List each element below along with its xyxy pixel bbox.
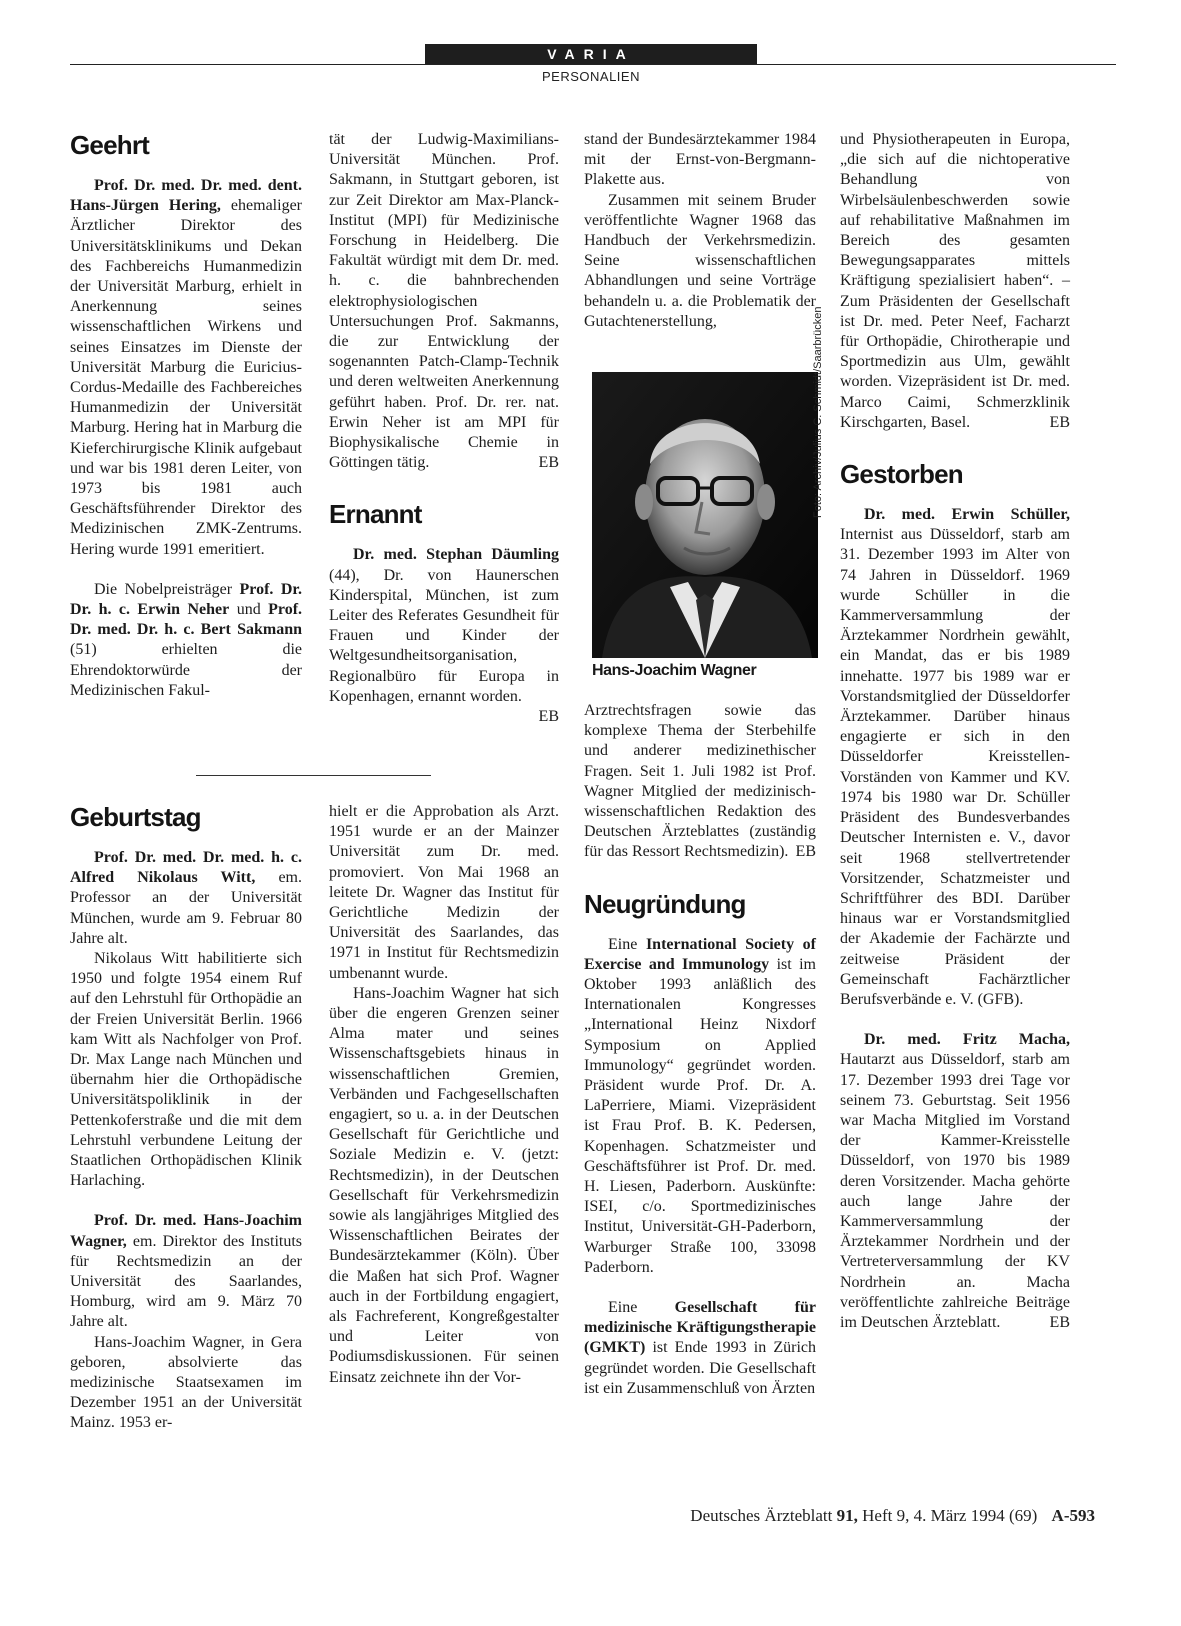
paragraph-text: Arztrechtsfragen sowie das komplexe Thema der Sterbehilfe und anderer medizinethischer Fragen. Seit 1. Juli 1982 ist Prof. Wagner Mitglied der medizinisch-wissenschaftlichen Redaktion des Deutschen Ärzteblattes (zuständig für das Ressort Rechtsmedizin). [584, 702, 816, 861]
paragraph [70, 176, 302, 560]
spacer [584, 863, 816, 889]
page-number: A-593 [1051, 1506, 1095, 1525]
paragraph-text: Die Nobelpreisträger [94, 580, 233, 598]
paragraph [70, 1211, 302, 1332]
photo-caption: Hans-Joachim Wagner [592, 662, 757, 679]
paragraph-text: ist Ende 1993 in Zürich gegründet worden. Die Gesellschaft ist ein Zusammenschluß von Ärzten [584, 1339, 817, 1397]
spacer [584, 1278, 816, 1298]
paragraph-text: und [236, 601, 261, 619]
author-initials: EB [1049, 413, 1070, 431]
paragraph [70, 848, 302, 949]
paragraph-text: Hans-Joachim Wagner, in Gera geboren, absolvierte das medizinische Staatsexamen im Dezember 1951 an der Universität Mainz. 1953 er- [70, 1333, 302, 1432]
paragraph-text: Nikolaus Witt habilitierte sich 1950 und folgte 1954 einem Ruf auf den Lehrstuhl für Orthopädie an der Freien Universität Berlin. 1966 kam Witt als Nachfolger von Prof. Dr. Max Lange nach München und übernahm hier die Orthopädische Universitätspoliklinik in der Pettenkoferstraße und die mit dem Lehrstuhl verbundene Leitung der Staatlichen Orthopädischen Klinik Harlaching. [70, 950, 302, 1190]
paragraph [329, 545, 559, 726]
header-rule [70, 64, 1116, 65]
organization-name: International Society of Exercise and Immunology [584, 935, 817, 973]
paragraph [584, 191, 816, 332]
spacer [70, 560, 302, 580]
author-initials: EB [795, 843, 816, 861]
paragraph [584, 701, 816, 863]
paragraph [70, 949, 302, 1191]
author-initials: EB [538, 708, 559, 726]
section-label: VARIA [425, 44, 757, 64]
paragraph-text: stand der Bundesärztekammer 1984 mit der Ernst-von-Bergmann-Plakette aus. [584, 131, 816, 189]
paragraph-text: Hans-Joachim Wagner hat sich über die engeren Grenzen seiner Alma mater und seines Wissenschaftsgebiets hinaus in wissenschaftlichen Gremien, Verbänden und Fachgesellschaften engagiert, so u. a. in der Deutschen Gesellschaft für Gerichtliche und Soziale Medizin e. V. (jetzt: Rechtsmedizin), in der Deutschen Gesellschaft für Verkehrsmedizin sowie als langjähriges Mitglied des Wissenschaftlichen Beirates der Bundesärztekammer (Köln). Über die Maßen hat sich Prof. Wagner auch in der Fortbildung engagiert, als Fachreferent, Kongreßgestalter und Leiter von Podiumsdiskussionen. Für seinen Einsatz zeichnete ihn der Vor- [329, 984, 559, 1386]
spacer [70, 1191, 302, 1211]
column-3 [584, 130, 816, 332]
person-name: Dr. med. Erwin Schüller, [864, 506, 1070, 524]
spacer [840, 433, 1070, 459]
portrait-illustration [592, 372, 818, 658]
paragraph [840, 130, 1070, 433]
paragraph-text: hielt er die Approbation als Arzt. 1951 wurde er an der Mainzer Universität zum Dr. med. promoviert. Von Mai 1968 an leitete Dr. Wagner das Institut für Gerichtliche Medizin der Universität des Saarlandes, das 1971 in Institut für Rechtsmedizin umbenannt wurde. [329, 803, 559, 982]
paragraph-text: em. Direktor des Instituts für Rechtsmedizin an der Universität des Saarlandes, Homburg, wird am 9. März 70 Jahre alt. [70, 1232, 303, 1331]
paragraph-text: ehemaliger Ärztlicher Direktor des Universitätsklinikums und Dekan des Fachbereichs Humanmedizin der Universität Marburg, erhielt in Anerkennung seines wissenschaftlichen Wirkens und seines Einsatzes im Dienste der Universität Marburg die Euricius-Cordus-Medaille des Fachbereiches Humanmedizin der Universität Marburg. Hering hat in Marburg die Kieferchirurgische Klinik aufgebaut und war bis 1981 deren Leiter, von 1973 bis 1981 auch Geschäftsführender Direktor des Medizinischen ZMK-Zentrums. Hering wurde 1991 emeritiert. [70, 197, 302, 558]
heading-geehrt: Geehrt [70, 130, 150, 160]
column-4 [840, 130, 1070, 1333]
paragraph [584, 130, 816, 191]
column-2 [329, 130, 559, 727]
heading-geburtstag: Geburtstag [70, 802, 201, 832]
paragraph [70, 1333, 302, 1434]
page-footer [690, 1506, 1095, 1526]
journal-name: Deutsches Ärzteblatt [690, 1506, 833, 1525]
heading-ernannt: Ernannt [329, 499, 422, 530]
paragraph [329, 130, 559, 473]
column-1-lower [70, 802, 302, 1434]
paragraph-text: em. Professor an der Universität München, wurde am 9. Februar 80 Jahre alt. [70, 869, 302, 947]
issue-info: Heft 9, 4. März 1994 (69) [862, 1506, 1038, 1525]
paragraph-text: tät der Ludwig-Maximilians-Universität München. Prof. Sakmann, in Stuttgart geboren, ist zur Zeit Direktor am Max-Planck-Institut (MPI) für Medizinische Forschung in Heidelberg. Die Fakultät würdigt mit dem Dr. med. h. c. die bahnbrechenden elektrophysiologischen Untersuchungen Prof. Sakmanns, die zur Entwicklung der sogenannten Patch-Clamp-Technik und deren weltweiten Anerkennung geführt haben. Prof. Dr. rer. nat. Erwin Neher ist am MPI für Biophysikalische Chemie in Göttingen tätig. [329, 131, 559, 472]
heading-neugruendung: Neugründung [584, 888, 746, 919]
person-name: Prof. Dr. med. Dr. med. dent. Hans-Jürgen Hering, [70, 177, 302, 215]
section-divider [196, 775, 431, 776]
paragraph-text: (51) erhielten die Ehrendoktorwürde der Medizinischen Fakul- [70, 641, 302, 699]
person-name: Prof. Dr. Dr. h. c. Erwin Neher [70, 580, 303, 619]
paragraph [584, 1298, 816, 1399]
paragraph [584, 935, 816, 1278]
photo-credit: Foto: Archiv/Julius C. Schmidt/Saarbrücken [812, 306, 824, 518]
person-name: Dr. med. Fritz Macha, [864, 1031, 1070, 1049]
column-2-lower [329, 802, 559, 1388]
person-name: Prof. Dr. med. Dr. h. c. Bert Sakmann [70, 601, 303, 639]
paragraph-text: Zusammen mit seinem Bruder veröffentlichte Wagner 1968 das Handbuch der Verkehrsmedizin. Seine wissenschaftlichen Abhandlungen und seine Vorträge behandeln u. a. die Problematik der Gutachtenerstellung, [584, 191, 816, 330]
paragraph-text: Internist aus Düsseldorf, starb am 31. Dezember 1993 im Alter von 74 Jahren in Düsseldorf. 1969 wurde Schüller in die Kammerversammlung der Ärztekammer Nordrhein gewählt, ein Mandat, das er bis 1989 innehatte. 1977 bis 1989 war er Vorstandsmitglied der Düsseldorfer Ärztekammer. Darüber hinaus engagierte er sich in den Düsseldorfer Kreisstellen-Vorständen von Kammer und KV. 1974 bis 1980 war Dr. Schüller Präsident des Bundesverbandes Deutscher Internisten e. V., davor seit 1968 stellvertretender Vorsitzender, Schatzmeister und Schriftführer des BDI. Darüber hinaus war er Vorstandsmitglied der Akademie der Fachärzte und zeitweise Präsident der Gemeinschaft Fachärztlicher Berufsverbände e. V. (GFB). [840, 526, 1070, 1008]
author-initials: EB [538, 454, 559, 472]
spacer [840, 1010, 1070, 1030]
heading-gestorben: Gestorben [840, 459, 963, 490]
portrait-photo [592, 372, 818, 658]
column-1 [70, 130, 302, 701]
author-initials: EB [1049, 1313, 1070, 1331]
person-name: Prof. Dr. med. Dr. med. h. c. Alfred Nikolaus Witt, [70, 849, 302, 887]
paragraph-text: ist im Oktober 1993 anläßlich des Internationalen Kongresses „International Heinz Nixdorf Symposium on Applied Immunology“ gegründet worden. Präsident wurde Prof. Dr. A. LaPerriere, Miami. Vizepräsident ist Frau Prof. B. K. Pedersen, Kopenhagen. Schatzmeister und Geschäftsführer ist Prof. Dr. med. H. Liesen, Paderborn. Auskünfte: ISEI, c/o. Sportmedizinisches Institut, Universität-GH-Paderborn, Warburger Straße 100, 33098 Paderborn. [584, 955, 816, 1276]
person-name: Dr. med. Stephan Däumling [353, 546, 559, 564]
organization-name: Gesellschaft für medizinische Kräftigungstherapie (GMKT) [584, 1299, 816, 1357]
journal-volume: 91, [836, 1506, 858, 1525]
person-name: Prof. Dr. med. Hans-Joachim Wagner, [70, 1212, 302, 1250]
paragraph [840, 1030, 1070, 1333]
spacer [329, 473, 559, 499]
paragraph-text: Eine [608, 935, 638, 953]
paragraph-text: Eine [608, 1299, 638, 1317]
paragraph [70, 580, 302, 701]
paragraph-text: Hautarzt aus Düsseldorf, starb am 17. Dezember 1993 drei Tage vor seinem 73. Geburtstag. Seit 1956 war Macha Mitglied im Vorstand der Kammer-Kreisstelle Düsseldorf, von 1970 bis 1989 deren Vorsitzender. Macha gehörte auch lange Jahre der Kammerversammlung der Ärztekammer Nordrhein und der Vertreterversammlung der KV Nordrhein an. Macha veröffentlichte zahlreiche Beiträge im Deutschen Ärzteblatt. [840, 1051, 1070, 1331]
paragraph [329, 984, 559, 1388]
paragraph-text: (44), Dr. von Haunerschen Kinderspital, München, ist zum Leiter des Referates Gesundheit für Frauen und Kinder der Weltgesundheitsorganisation, Regionalbüro für Europa in Kopenhagen, ernannt worden. [329, 566, 559, 705]
paragraph [840, 505, 1070, 1010]
paragraph [329, 802, 559, 984]
subsection-label: PERSONALIEN [542, 69, 640, 84]
column-3-lower [584, 701, 816, 1399]
paragraph-text: und Physiotherapeuten in Europa, „die sich auf die nichtoperative Behandlung von Wirbelsäulenbeschwerden sowie auf rehabilitative Maßnahmen im Bereich des gesamten Bewegungsapparates mittels Kräftigung spezialisiert haben“. – Zum Präsidenten der Gesellschaft ist Dr. med. Peter Neef, Facharzt für Orthopädie, Chirotherapie und Sportmedizin aus Ulm, gewählt worden. Vizepräsident ist Dr. med. Marco Caimi, Schmerzklinik Kirschgarten, Basel. [840, 131, 1070, 431]
